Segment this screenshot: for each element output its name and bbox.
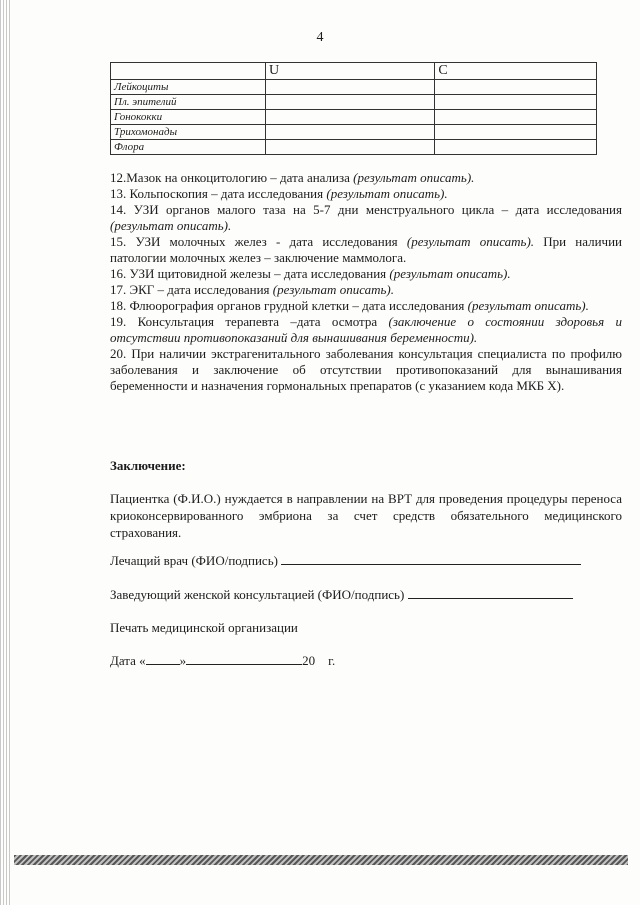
- list-item: [110, 202, 622, 234]
- list-item: [110, 266, 622, 282]
- item-number: 16.: [110, 266, 127, 281]
- table-row: [111, 125, 597, 140]
- date-prefix: Дата «: [110, 653, 146, 668]
- list-item: [110, 170, 622, 186]
- item-note: (результат описать).: [389, 266, 511, 281]
- table-row: [111, 80, 597, 95]
- head-signature-line: [110, 586, 573, 603]
- table-header-cell: C: [435, 63, 597, 80]
- list-item: [110, 346, 622, 394]
- table-cell: [435, 80, 597, 95]
- conclusion-text: Пациентка (Ф.И.О.) нуждается в направлении на ВРТ для проведения процедуры переноса криоконсервированного эмбриона за счет средств обязательного медицинского страхования.: [110, 491, 622, 540]
- item-text: Флюорография органов грудной клетки – дата исследования: [129, 298, 465, 313]
- table-header-cell: [111, 63, 266, 80]
- doctor-signature-label: Лечащий врач (ФИО/подпись): [110, 553, 278, 568]
- table-row-label: Лейкоциты: [111, 80, 266, 95]
- item-text: При наличии экстрагенитального заболевания консультация специалиста по профилю заболевания и заключение об отсутствии противопоказаний для вынашивания беременности и назначения гормональных препаратов (с указанием кода МКБ X).: [110, 346, 622, 393]
- item-text: ЭКГ – дата исследования: [129, 282, 270, 297]
- item-text: Кольпоскопия – дата исследования: [129, 186, 324, 201]
- table-row: [111, 110, 597, 125]
- item-note: (результат описать).: [272, 282, 395, 297]
- item-note: (заключение о состоянии здоровья и отсутствии противопоказаний для вынашивания беременности).: [110, 314, 622, 345]
- table-cell: [266, 95, 435, 110]
- item-text: УЗИ органов малого таза на 5-7 дни менструального цикла – дата исследования: [133, 202, 622, 217]
- table-row-label: Трихомонады: [111, 125, 266, 140]
- table-cell: [266, 140, 435, 155]
- table-row: [111, 140, 597, 155]
- scan-left-edge: [0, 0, 12, 905]
- table-header-row: [111, 63, 597, 80]
- item-number: 15.: [110, 234, 127, 249]
- item-number: 14.: [110, 202, 127, 217]
- table-row-label: Гонококки: [111, 110, 266, 125]
- table-row-label: Флора: [111, 140, 266, 155]
- item-number: 20.: [110, 346, 127, 361]
- item-note: (результат описать).: [353, 170, 475, 185]
- date-month-blank: [186, 652, 302, 665]
- organization-stamp-label: Печать медицинской организации: [110, 620, 298, 635]
- date-day-blank: [146, 652, 180, 665]
- list-item: [110, 282, 622, 298]
- doctor-signature-blank: [281, 552, 581, 565]
- item-text: Консультация терапевта –дата осмотра: [137, 314, 378, 329]
- list-item: [110, 186, 622, 202]
- table-row: [111, 95, 597, 110]
- item-text: УЗИ щитовидной железы – дата исследования: [129, 266, 387, 281]
- item-number: 18.: [110, 298, 127, 313]
- list-item: [110, 234, 622, 266]
- table-cell: [435, 140, 597, 155]
- item-note: (результат описать).: [467, 298, 589, 313]
- list-item: [110, 314, 622, 346]
- item-number: 12.: [110, 170, 127, 185]
- date-line: [110, 652, 335, 669]
- item-text: Мазок на онкоцитологию – дата анализа: [126, 170, 350, 185]
- table-cell: [266, 125, 435, 140]
- head-signature-blank: [408, 586, 573, 599]
- list-item: [110, 298, 622, 314]
- item-note: (результат описать).: [110, 218, 232, 233]
- item-number: 13.: [110, 186, 127, 201]
- item-tail: При наличии патологии молочных желез – заключение маммолога.: [110, 234, 623, 265]
- doctor-signature-line: [110, 552, 581, 569]
- table-row-label: Пл. эпителий: [111, 95, 266, 110]
- table-header-cell: U: [266, 63, 435, 80]
- page-number: 4: [316, 30, 324, 45]
- date-quote: »: [179, 653, 187, 668]
- conclusion-title: Заключение:: [110, 458, 186, 473]
- date-year: 20: [302, 653, 316, 668]
- lab-results-table: [110, 62, 597, 155]
- head-signature-label: Заведующий женской консультацией (ФИО/подпись): [110, 587, 405, 602]
- item-number: 19.: [110, 314, 127, 329]
- item-number: 17.: [110, 282, 127, 297]
- table-cell: [435, 125, 597, 140]
- scan-bottom-band: [14, 855, 628, 865]
- table-cell: [435, 110, 597, 125]
- exam-list: [110, 170, 622, 394]
- table-cell: [435, 95, 597, 110]
- table-cell: [266, 80, 435, 95]
- item-note: (результат описать).: [406, 234, 535, 249]
- date-suffix: г.: [328, 653, 336, 668]
- table-cell: [266, 110, 435, 125]
- item-text: УЗИ молочных желез - дата исследования: [135, 234, 398, 249]
- item-note: (результат описать).: [326, 186, 448, 201]
